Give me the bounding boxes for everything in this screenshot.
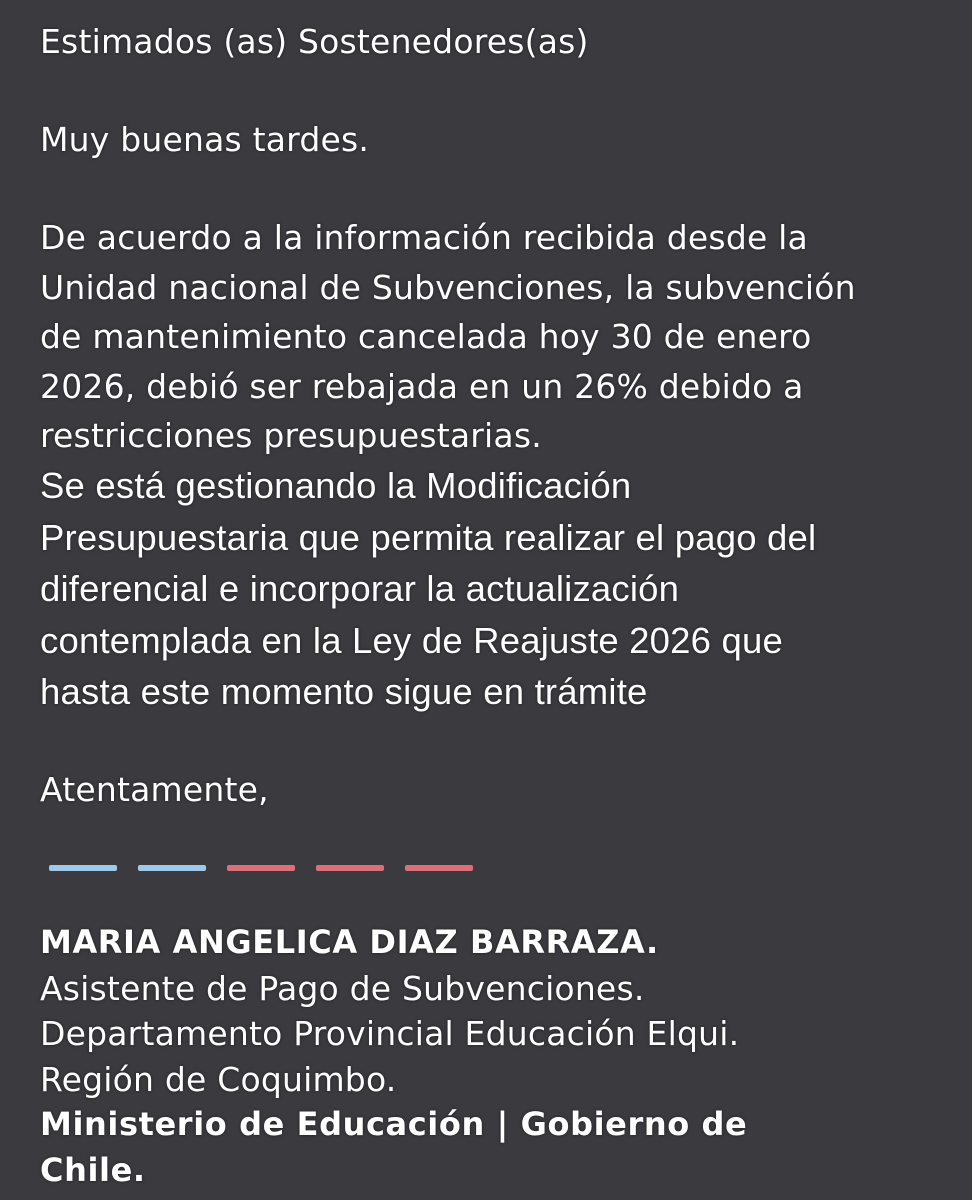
greeting: Estimados (as) Sostenedores(as)	[40, 22, 589, 61]
signature-region: Región de Coquimbo.	[40, 1059, 397, 1099]
signature-position: Asistente de Pago de Subvenciones.	[40, 968, 645, 1008]
paragraph-2	[40, 460, 816, 718]
salutation: Muy buenas tardes.	[40, 120, 370, 159]
signature-bar-blue	[138, 865, 206, 871]
paragraph-2-line: contemplada en la Ley de Reajuste 2026 que	[40, 619, 783, 661]
signature-color-bars	[49, 865, 489, 873]
signature-department: Departamento Provincial Educación Elqui.	[40, 1014, 740, 1053]
paragraph-2-line: diferencial e incorporar la actualización	[40, 568, 680, 609]
paragraph-1-line: De acuerdo a la información recibida desde la	[40, 218, 808, 257]
signature-name: MARIA ANGELICA DIAZ BARRAZA.	[40, 923, 659, 961]
paragraph-1	[40, 213, 856, 461]
paragraph-1-line: Unidad nacional de Subvenciones, la subvención	[40, 267, 856, 307]
signature-bar-red	[405, 865, 473, 871]
signature-bar-red	[316, 865, 384, 871]
paragraph-1-line: restricciones presupuestarias.	[40, 416, 542, 455]
signature-bar-blue	[49, 865, 117, 871]
signature-ministry: Ministerio de Educación | Gobierno de	[40, 1105, 748, 1143]
paragraph-1-line: de mantenimiento cancelada hoy 30 de enero	[40, 317, 812, 356]
paragraph-2-line: hasta este momento sigue en trámite	[40, 671, 648, 712]
signature-block	[40, 920, 747, 1193]
signature-ministry-continued: Chile.	[40, 1150, 146, 1189]
paragraph-2-line: Presupuestaria que permita realizar el pago del	[40, 516, 817, 558]
paragraph-2-line: Se está gestionando la Modificación	[40, 465, 632, 506]
signature-bar-red	[227, 865, 295, 871]
paragraph-1-line: 2026, debió ser rebajada en un 26% debido a	[40, 366, 804, 406]
closing: Atentamente,	[40, 770, 269, 809]
